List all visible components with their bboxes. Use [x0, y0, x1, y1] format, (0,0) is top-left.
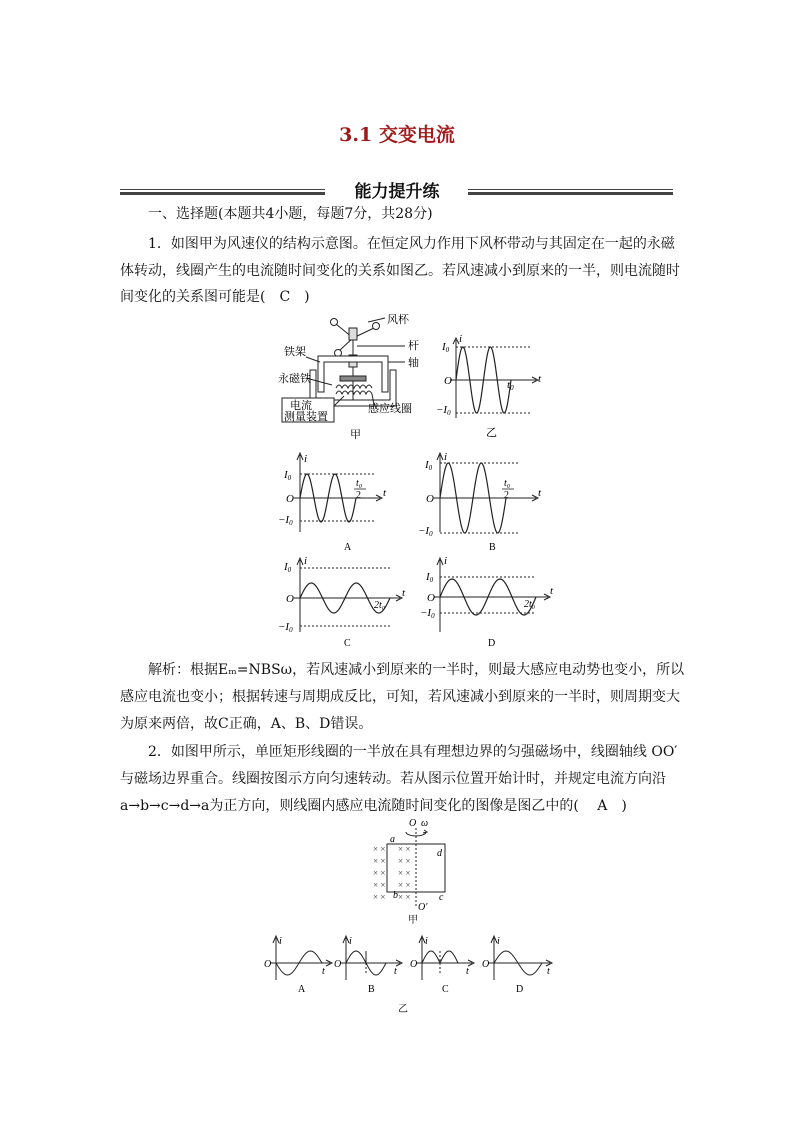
yi-t0: t0: [507, 379, 514, 392]
label-device2: 测量装置: [284, 411, 328, 423]
B-two: 2: [504, 490, 509, 501]
q2B-i: i: [349, 936, 352, 947]
page-title: 3.1 交变电流: [339, 124, 455, 146]
C-i: i: [304, 555, 308, 567]
section-divider-right: [468, 189, 673, 195]
C-I0: I0: [284, 561, 292, 574]
q2-c: c: [439, 892, 444, 903]
q2-label-A: A: [298, 984, 306, 995]
q1-analysis-3: 为原来两倍，故C正确，A、B、D错误。: [120, 716, 373, 732]
part-heading: 一、选择题(本题共4小题，每题7分，共28分): [148, 206, 433, 222]
q2-O: O: [409, 818, 417, 829]
q1-figures: [270, 310, 560, 650]
B-t0: $t_0$: [504, 478, 510, 490]
q2-line2: 与磁场边界重合。线圈按图示方向匀速转动。若从图示位置开始计时，并规定电流方向沿: [120, 771, 666, 787]
label-jia: 甲: [350, 429, 361, 441]
q2-b: b: [393, 890, 398, 901]
label-cup: 风杯: [387, 314, 409, 326]
svg-text:× ×: × ×: [373, 880, 386, 890]
q1-line1: 1．如图甲为风速仪的结构示意图。在恒定风力作用下风杯带动与其固定在一起的永磁: [148, 236, 675, 252]
section-divider-left: [120, 189, 325, 195]
B-I0: I0: [425, 459, 433, 472]
A-two: 2: [356, 490, 361, 501]
A-I0: I0: [284, 469, 292, 482]
D-t: t: [550, 585, 554, 597]
B-negI0: −I0: [418, 525, 433, 538]
svg-text:× ×: × ×: [398, 844, 411, 854]
q2C-i: i: [425, 936, 428, 947]
graph-yi: [450, 338, 538, 418]
graph-B: [434, 453, 538, 533]
A-t: t: [383, 487, 387, 499]
yi-I0: I0: [442, 341, 450, 354]
label-coil: 感应线圈: [368, 403, 412, 415]
A-negI0: −I0: [278, 514, 293, 527]
label-magnet: 永磁铁: [278, 373, 311, 385]
label-frame: 铁架: [284, 346, 306, 358]
B-t: t: [538, 487, 542, 499]
B-i: i: [444, 451, 448, 463]
section-title: 能力提升练: [354, 182, 440, 202]
q2B-O: O: [334, 959, 342, 970]
q1-analysis-1: 解析：根据Eₘ=NBSω，若风速减小到原来的一半时，则最大感应电动势也变小，所以: [148, 662, 685, 678]
yi-i: i: [459, 333, 463, 345]
A-i: i: [304, 453, 308, 465]
A-O: O: [286, 493, 294, 505]
q2D-t: t: [547, 966, 550, 977]
graph-D: [434, 558, 550, 632]
svg-text:× ×: × ×: [398, 880, 411, 890]
yi-O: O: [444, 375, 452, 387]
q2A-O: O: [264, 959, 272, 970]
svg-text:× ×: × ×: [373, 844, 386, 854]
graph-A: [294, 453, 382, 532]
q2-label-D: D: [516, 984, 524, 995]
svg-text:× ×: × ×: [398, 892, 411, 902]
q2-omega: ω: [421, 818, 429, 829]
q2-label-yi: 乙: [398, 1004, 408, 1014]
q2-Oprime: O′: [418, 902, 428, 913]
q2-a: a: [390, 834, 395, 845]
label-rod: 杆: [408, 340, 419, 352]
D-2t0: $2t_0$: [524, 599, 535, 611]
q2-line3: a→b→c→d→a为正方向，则线圈内感应电流随时间变化的图像是图乙中的( A ): [120, 798, 627, 814]
D-O: O: [427, 592, 435, 604]
q2B-t: t: [394, 966, 397, 977]
q2-line1: 2．如图甲所示，单匝矩形线圈的一半放在具有理想边界的匀强磁场中，线圈轴线 OO′: [148, 744, 678, 760]
A-t0: $t_0$: [356, 478, 362, 490]
q2D-i: i: [497, 936, 500, 947]
q2C-t: t: [466, 966, 469, 977]
q1-line2: 体转动，线圈产生的电流随时间变化的关系如图乙。若风速减小到原来的一半，则电流随时: [120, 263, 680, 279]
q2-figure-jia: [360, 818, 470, 930]
q2A-t: t: [322, 966, 325, 977]
q2-label-B: B: [368, 984, 375, 995]
yi-negI0: −I0: [436, 404, 451, 417]
q2A-i: i: [279, 936, 282, 947]
label-shaft: 轴: [408, 357, 419, 369]
q1-analysis-2: 感应电流也变小；根据转速与周期成反比，可知，若风速减小到原来的一半时，则周期变大: [120, 689, 680, 705]
C-t: t: [402, 587, 406, 599]
label-C: C: [344, 638, 351, 649]
svg-text:× ×: × ×: [373, 856, 386, 866]
q2-label-C: C: [442, 984, 449, 995]
graph-C: [294, 558, 402, 632]
q2-label-jia: 甲: [408, 915, 418, 926]
q1-line3: 间变化的关系图可能是( C ): [120, 289, 310, 305]
C-O: O: [286, 593, 294, 605]
svg-text:× ×: × ×: [398, 868, 411, 878]
label-yi: 乙: [486, 427, 497, 439]
label-D: D: [488, 638, 496, 649]
q2-figure-yi: [258, 932, 558, 1014]
magnetic-field-crosses: [373, 844, 410, 902]
C-negI0: −I0: [278, 621, 293, 634]
D-I0: I0: [426, 571, 434, 584]
q2D-O: O: [482, 959, 490, 970]
label-B: B: [489, 542, 496, 553]
D-negI0: −I0: [420, 607, 435, 620]
yi-t: t: [538, 373, 542, 385]
svg-text:× ×: × ×: [373, 892, 386, 902]
q2C-O: O: [410, 959, 418, 970]
svg-text:× ×: × ×: [373, 868, 386, 878]
B-O: O: [426, 493, 434, 505]
D-i: i: [444, 555, 448, 567]
C-2t0: $2t_0$: [374, 600, 385, 612]
q2-d: d: [437, 848, 442, 859]
label-device1: 电流: [290, 400, 312, 412]
label-A: A: [344, 542, 352, 553]
svg-text:× ×: × ×: [398, 856, 411, 866]
